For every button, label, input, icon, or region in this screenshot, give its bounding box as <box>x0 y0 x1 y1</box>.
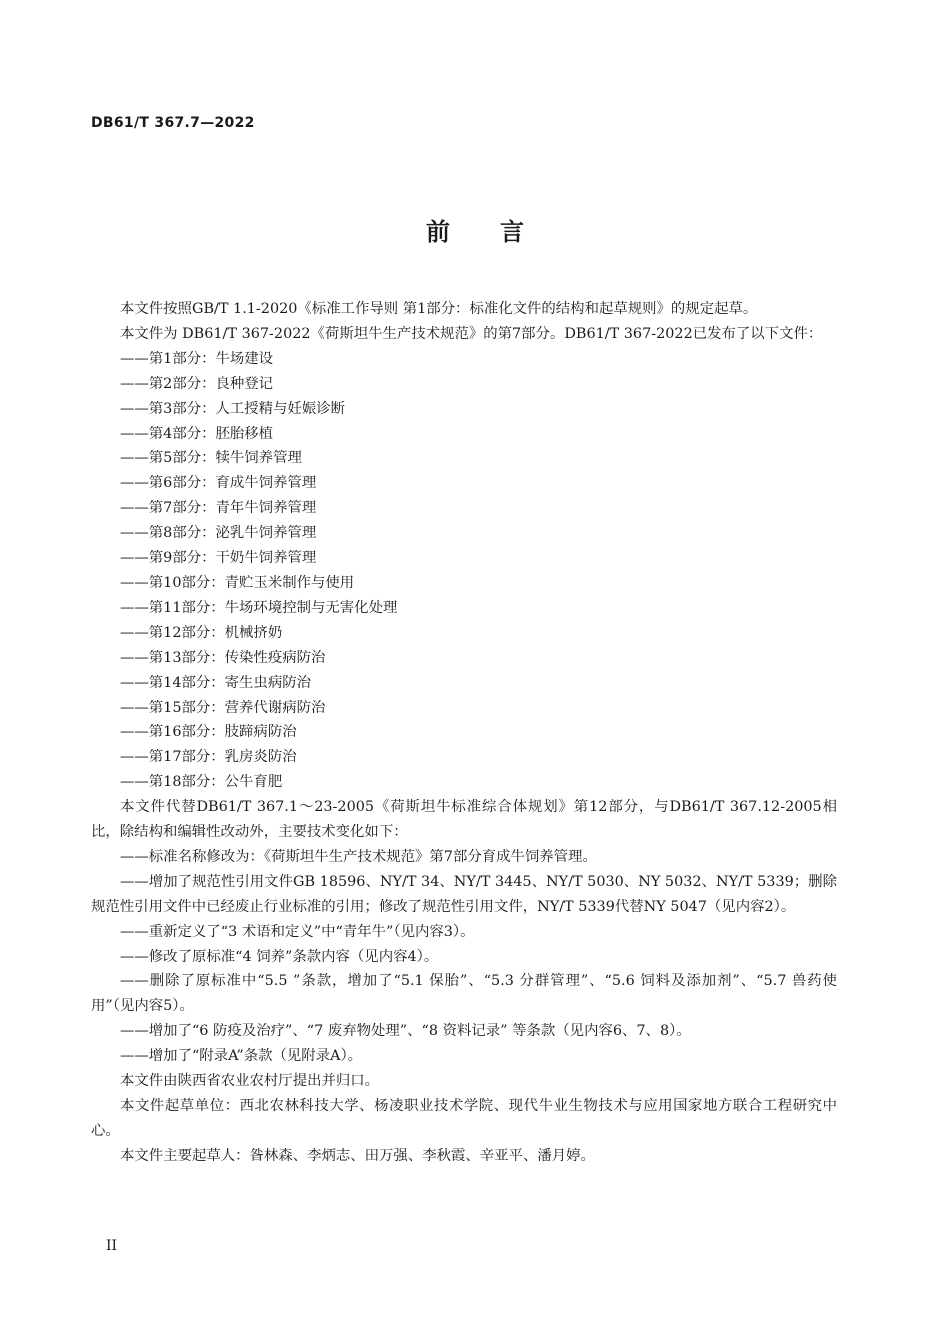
change-item: ——增加了“附录A”条款（见附录A）。 <box>120 1048 363 1065</box>
parts-list <box>91 347 837 795</box>
paragraph-proposer: 本文件由陕西省农业农村厅提出并归口。 <box>120 1073 380 1090</box>
list-item: ——第11部分：牛场环境控制与无害化处理 <box>120 599 398 616</box>
list-item: ——第7部分：青年牛饲养管理 <box>120 500 317 517</box>
paragraph-drafting-units: 本文件起草单位：西北农林科技大学、杨凌职业技术学院、现代牛业生物技术与应用国家地方联合工程研究中心。 <box>91 1098 837 1139</box>
change-item: ——标准名称修改为：《荷斯坦牛生产技术规范》第7部分育成牛饲养管理。 <box>120 848 597 865</box>
list-item: ——第15部分：营养代谢病防治 <box>120 699 326 716</box>
list-item: ——第13部分：传染性疫病防治 <box>120 649 326 666</box>
document-code: DB61/T 367.7—2022 <box>91 115 255 131</box>
page-number: II <box>106 1238 118 1254</box>
list-item: ——第4部分：胚胎移植 <box>120 425 274 442</box>
paragraph-replacement: 本文件代替DB61/T 367.1～23-2005《荷斯坦牛标准综合体规划》第12部分，与DB61/T 367.12-2005相比，除结构和编辑性改动外，主要技术变化如下： <box>91 799 837 841</box>
list-item: ——第16部分：肢蹄病防治 <box>120 724 297 741</box>
change-item: ——修改了原标准“4 饲养”条款内容（见内容4）。 <box>120 948 439 965</box>
change-item: ——增加了“6 防疫及治疗”、“7 废弃物处理”、“8 资料记录” 等条款（见内容6、7、8）。 <box>120 1023 691 1040</box>
changes-list <box>91 845 837 1069</box>
list-item: ——第10部分：青贮玉米制作与使用 <box>120 574 355 591</box>
change-item: ——删除了原标准中“5.5 ”条款，增加了“5.1 保胎”、“5.3 分群管理”、“5.6 饲料及添加剂”、“5.7 兽药使用”（见内容5）。 <box>91 973 837 1015</box>
list-item: ——第3部分：人工授精与妊娠诊断 <box>120 400 346 417</box>
paragraph-drafters: 本文件主要起草人：昝林森、李炳志、田万强、李秋霞、辛亚平、潘月婷。 <box>120 1147 595 1164</box>
list-item: ——第1部分：牛场建设 <box>120 350 274 367</box>
list-item: ——第17部分：乳房炎防治 <box>120 749 297 766</box>
list-item: ——第6部分：育成牛饲养管理 <box>120 475 317 492</box>
list-item: ——第9部分：干奶牛饲养管理 <box>120 550 317 567</box>
list-item: ——第14部分：寄生虫病防治 <box>120 674 311 691</box>
list-item: ——第5部分：犊牛饲养管理 <box>120 450 302 467</box>
list-item: ——第2部分：良种登记 <box>120 375 274 392</box>
list-item: ——第12部分：机械挤奶 <box>120 624 283 641</box>
foreword-body <box>91 297 837 1169</box>
list-item: ——第8部分：泌乳牛饲养管理 <box>120 525 317 542</box>
paragraph-part-statement: 本文件为 DB61/T 367-2022《荷斯坦牛生产技术规范》的第7部分。DB61/T 367-2022已发布了以下文件： <box>120 325 823 342</box>
list-item: ——第18部分：公牛育肥 <box>120 774 283 791</box>
change-item: ——增加了规范性引用文件GB 18596、NY/T 34、NY/T 3445、NY/T 5030、NY 5032、NY/T 5339；删除规范性引用文件中已经废止行业标准的引用；修改了规范性引用文件，NY/T 5339代替NY 5047（见内容2）。 <box>91 873 837 915</box>
page-title: 前言 <box>426 218 574 246</box>
change-item: ——重新定义了“3 术语和定义”中“青年牛”（见内容3）。 <box>120 923 475 940</box>
paragraph-drafting-basis: 本文件按照GB/T 1.1-2020《标准工作导则 第1部分：标准化文件的结构和起草规则》的规定起草。 <box>120 301 758 317</box>
